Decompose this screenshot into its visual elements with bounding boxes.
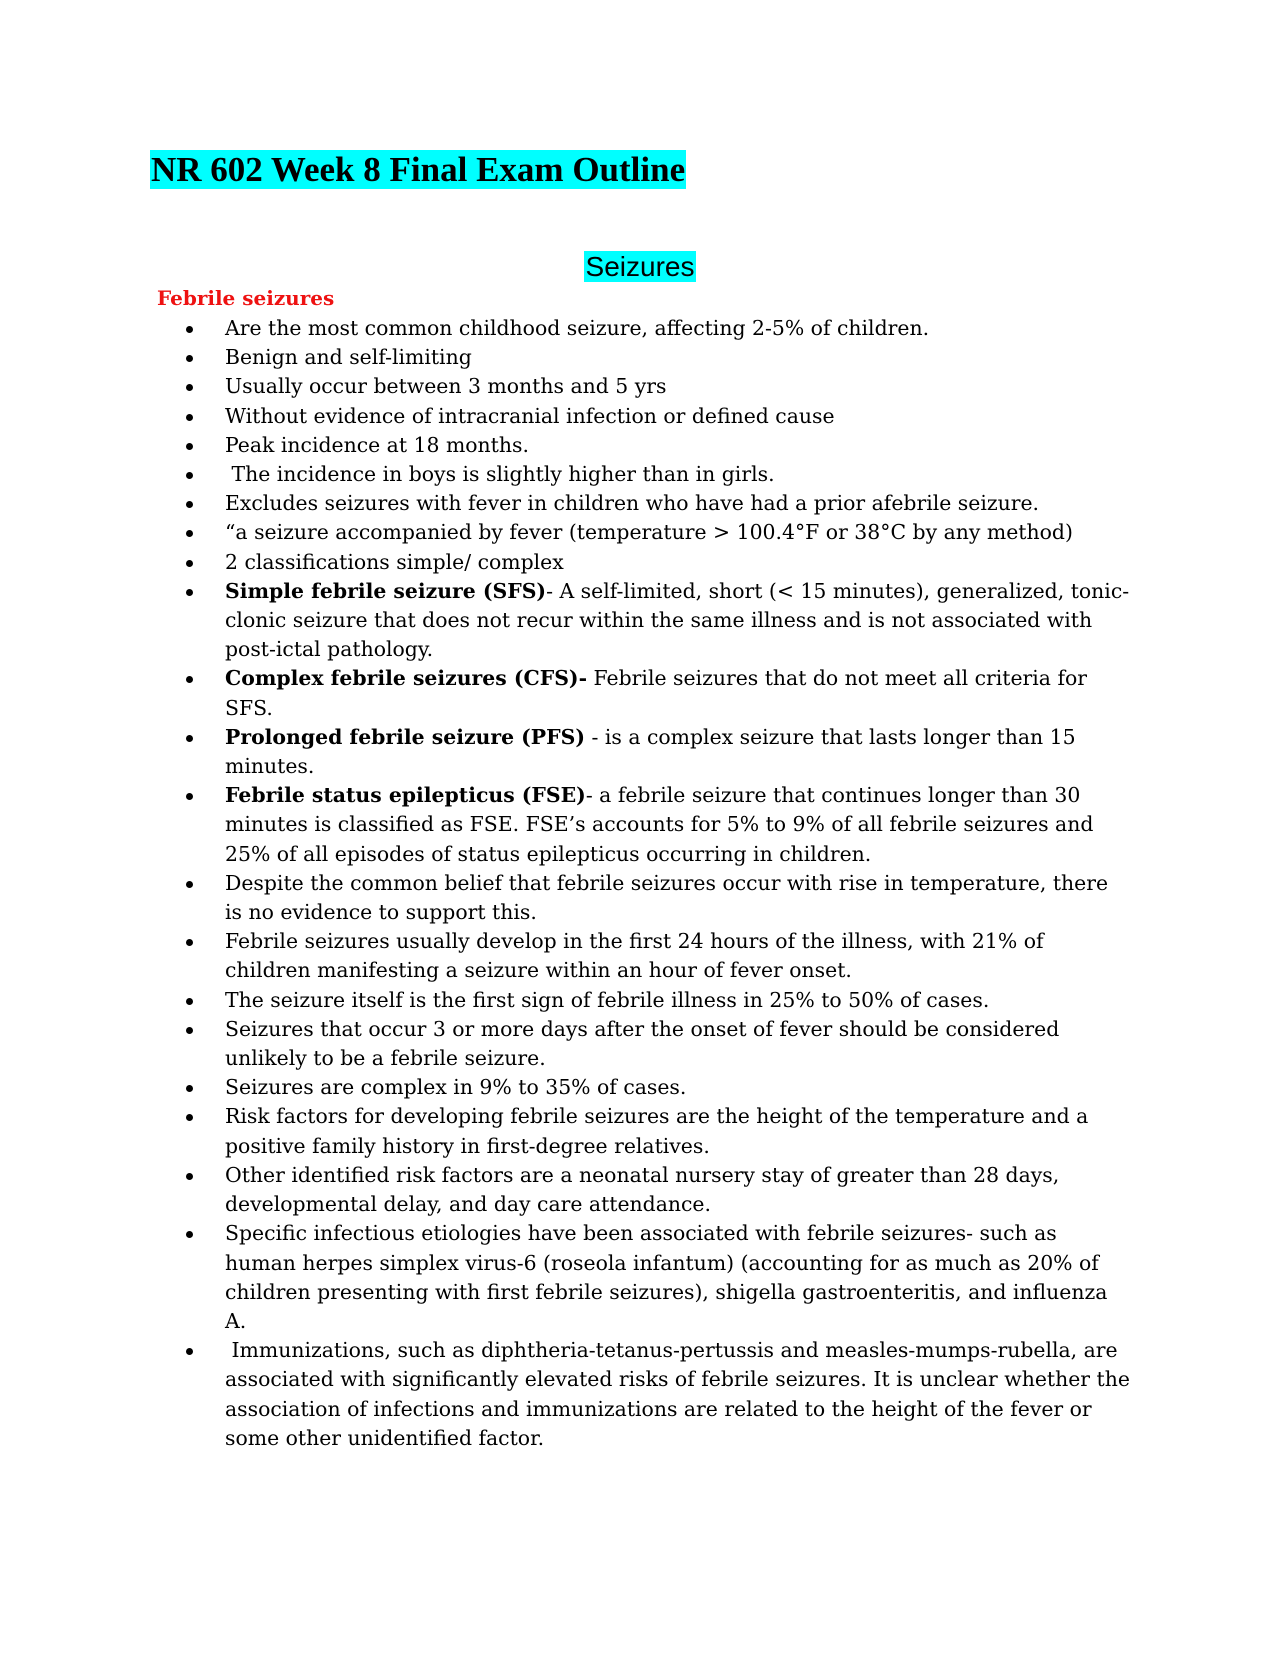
bullet-text: Are the most common childhood seizure, affecting 2-5% of children. <box>225 316 930 340</box>
bullet-dot-icon <box>186 1231 193 1238</box>
bullet-item <box>0 1219 1280 1336</box>
bullet-item <box>0 343 1280 372</box>
bullet-item <box>0 402 1280 431</box>
bullet-item <box>0 1073 1280 1102</box>
bullet-dot-icon <box>186 501 193 508</box>
bullet-term: Prolonged febrile seizure (PFS) <box>225 724 585 749</box>
bullet-text: The incidence in boys is slightly higher than in girls. <box>225 462 775 487</box>
bullet-item <box>0 1102 1280 1160</box>
bullet-dot-icon <box>186 530 193 537</box>
bullet-text: Seizures are complex in 9% to 35% of cases. <box>225 1075 687 1100</box>
bullet-text: Febrile seizures that do not meet all criteria for SFS. <box>225 666 1094 720</box>
bullet-item <box>0 1336 1280 1453</box>
bullet-text: Febrile seizures usually develop in the first 24 hours of the illness, with 21% of children manifesting a seizure within an hour of fever onset. <box>225 929 1051 983</box>
bullet-dot-icon <box>186 1114 193 1121</box>
bullet-text: Without evidence of intracranial infection or defined cause <box>225 403 835 428</box>
bullet-item <box>0 986 1280 1015</box>
bullet-dot-icon <box>186 472 193 479</box>
bullet-text: 2 classifications simple/ complex <box>225 549 564 574</box>
bullet-item <box>0 1015 1280 1073</box>
bullet-text: Benign and self-limiting <box>225 345 472 370</box>
bullet-dot-icon <box>186 998 193 1005</box>
section-heading-text: Seizures <box>585 251 695 282</box>
bullet-item <box>0 723 1280 781</box>
bullet-item <box>0 372 1280 401</box>
bullet-dot-icon <box>186 1085 193 1092</box>
bullet-text: Seizures that occur 3 or more days after the onset of fever should be considered unlikely to be a febrile seizure. <box>225 1016 1066 1071</box>
bullet-dot-icon <box>186 676 193 683</box>
sub-heading: Febrile seizures <box>157 286 335 310</box>
bullet-dot-icon <box>186 1348 193 1355</box>
bullet-item <box>0 431 1280 460</box>
bullet-text: Immunizations, such as diphtheria-tetanus-pertussis and measles-mumps-rubella, are associated with significantly elevated risks of febrile seizures. It is unclear whether the association of infections and immunizations are related to the height of the fever or some other unidentified factor. <box>225 1338 1137 1450</box>
bullet-item <box>0 577 1280 665</box>
bullet-dot-icon <box>186 735 193 742</box>
bullet-text: - a febrile seizure that continues longer than 30 minutes is classified as FSE. FSE’s accounts for 5% to 9% of all febrile seizures and 25% of all episodes of status epilepticus occurring in children. <box>225 783 1100 866</box>
bullet-item <box>0 548 1280 577</box>
bullet-text: The seizure itself is the first sign of febrile illness in 25% to 50% of cases. <box>225 987 990 1012</box>
bullet-item <box>0 489 1280 518</box>
bullet-dot-icon <box>186 1027 193 1034</box>
bullet-term: Simple febrile seizure (SFS) <box>225 578 547 603</box>
bullet-text: Other identified risk factors are a neonatal nursery stay of greater than 28 days, developmental delay, and day care attendance. <box>225 1162 1066 1217</box>
bullet-term: Febrile status epilepticus (FSE) <box>225 783 586 808</box>
bullet-text: Peak incidence at 18 months. <box>225 432 529 457</box>
bullet-text: Risk factors for developing febrile seizures are the height of the temperature and a positive family history in first-degree relatives. <box>225 1104 1095 1158</box>
bullet-dot-icon <box>186 589 193 596</box>
bullet-dot-icon <box>186 881 193 888</box>
bullet-text: Usually occur between 3 months and 5 yrs <box>225 374 667 399</box>
bullet-list <box>0 314 1280 1453</box>
bullet-text: - A self-limited, short (< 15 minutes), generalized, tonic-clonic seizure that does not recur within the same illness and is not associated with post-ictal pathology. <box>225 578 1130 662</box>
bullet-item <box>0 1161 1280 1219</box>
bullet-dot-icon <box>186 939 193 946</box>
bullet-dot-icon <box>186 1173 193 1180</box>
bullet-text: “a seizure accompanied by fever (temperature > 100.4°F or 38°C by any method) <box>225 520 1073 545</box>
bullet-item <box>0 869 1280 927</box>
bullet-dot-icon <box>186 355 193 362</box>
bullet-dot-icon <box>186 793 193 800</box>
document-title <box>150 147 686 193</box>
bullet-text: - is a complex seizure that lasts longer than 15 minutes. <box>225 724 1083 779</box>
bullet-dot-icon <box>186 414 193 421</box>
bullet-term: Complex febrile seizures (CFS)- <box>225 666 588 691</box>
bullet-item <box>0 314 1280 343</box>
section-heading <box>0 249 1280 285</box>
bullet-dot-icon <box>186 326 193 333</box>
bullet-dot-icon <box>186 384 193 391</box>
bullet-item <box>0 781 1280 869</box>
bullet-dot-icon <box>186 443 193 450</box>
document-title-text: NR 602 Week 8 Final Exam Outline <box>151 150 686 189</box>
bullet-item <box>0 927 1280 985</box>
bullet-item <box>0 460 1280 489</box>
bullet-dot-icon <box>186 560 193 567</box>
bullet-item <box>0 664 1280 722</box>
bullet-text: Despite the common belief that febrile seizures occur with rise in temperature, there is no evidence to support this. <box>225 870 1115 925</box>
bullet-text: Specific infectious etiologies have been associated with febrile seizures- such as human herpes simplex virus-6 (roseola infantum) (accounting for as much as 20% of children presenting with first febrile seizures), shigella gastroenteritis, and influenza A. <box>225 1221 1114 1333</box>
bullet-text: Excludes seizures with fever in children who have had a prior afebrile seizure. <box>225 491 1040 516</box>
bullet-item <box>0 518 1280 547</box>
